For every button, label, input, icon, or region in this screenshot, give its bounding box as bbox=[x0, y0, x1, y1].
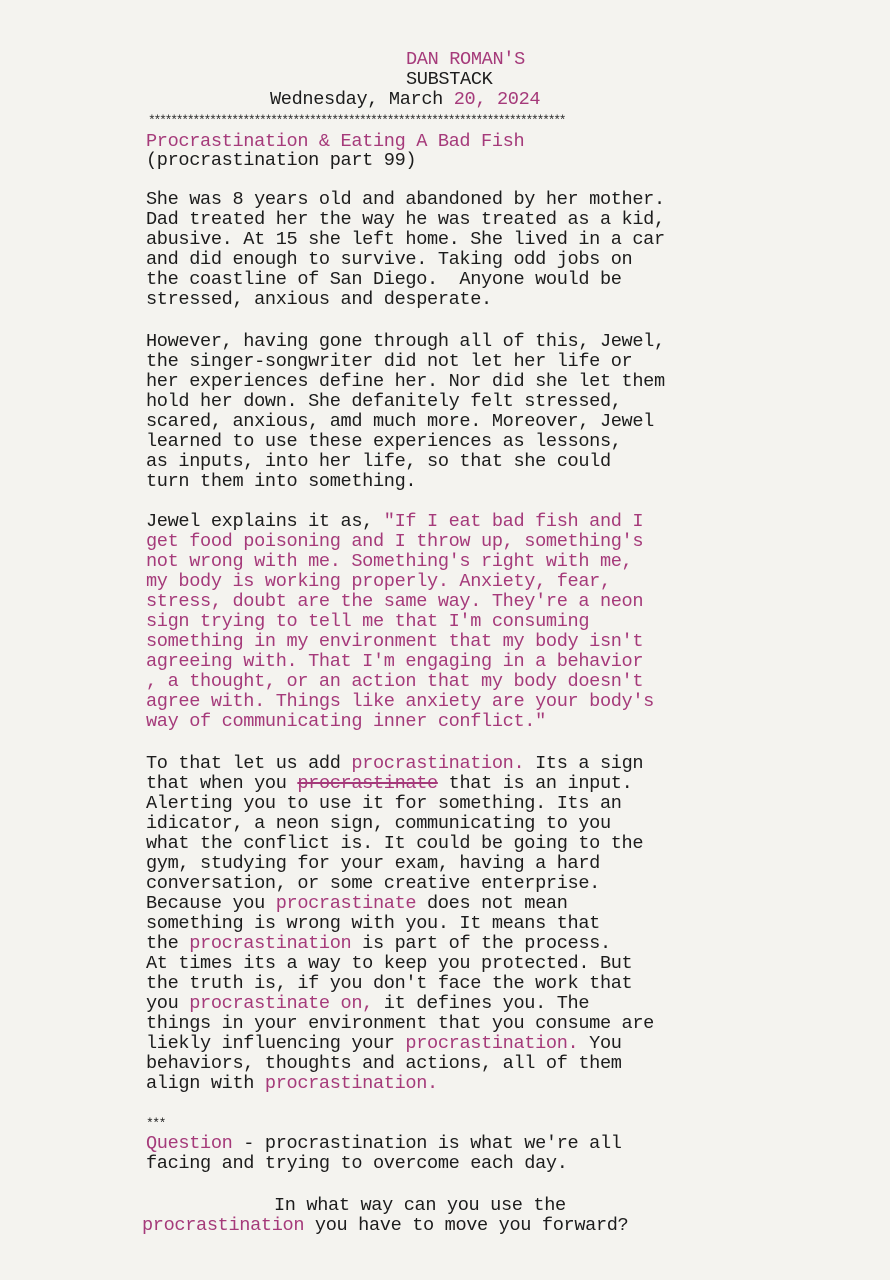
article-title: Procrastination & Eating A Bad Fish bbox=[146, 131, 525, 152]
text-run: liekly influencing your bbox=[146, 1033, 406, 1054]
text-run: the bbox=[146, 933, 190, 954]
header-date bbox=[270, 90, 540, 110]
p4-line: Alerting you to use it for something. Its an bbox=[146, 793, 622, 814]
p4-line: idicator, a neon sign, communicating to you bbox=[146, 813, 611, 834]
p1-line: She was 8 years old and abandoned by her mother. bbox=[146, 189, 665, 210]
p1-line: stressed, anxious and desperate. bbox=[146, 289, 492, 310]
quote-line: sign trying to tell me that I'm consuming bbox=[146, 611, 590, 632]
quote-text: "If I eat bad fish and I bbox=[383, 511, 644, 532]
struck-word: procrastinate bbox=[297, 773, 438, 794]
section-divider: *** bbox=[146, 1116, 165, 1131]
p4-line bbox=[146, 934, 611, 954]
p4-line: At times its a way to keep you protected. But bbox=[146, 953, 633, 974]
text-run: Its a sign bbox=[524, 753, 644, 774]
highlight-run: procrastination. bbox=[264, 1073, 438, 1094]
text-run: you bbox=[146, 993, 190, 1014]
text-run: does not mean bbox=[416, 893, 568, 914]
quote-lead: Jewel explains it as, bbox=[146, 511, 384, 532]
p4-line: what the conflict is. It could be going to the bbox=[146, 833, 644, 854]
p4-line: gym, studying for your exam, having a hard bbox=[146, 853, 600, 874]
p1-line: abusive. At 15 she left home. She lived in a car bbox=[146, 229, 665, 250]
quote-line: agreeing with. That I'm engaging in a behavior bbox=[146, 651, 644, 672]
highlight-run: procrastination bbox=[189, 933, 352, 954]
text-run: that is an input. bbox=[437, 773, 633, 794]
p4-line bbox=[146, 774, 632, 794]
question-label: Question bbox=[146, 1133, 233, 1154]
p4-line bbox=[146, 994, 589, 1014]
date-accent: 20, 2024 bbox=[453, 89, 541, 110]
highlight-run: procrastination bbox=[142, 1215, 305, 1236]
p4-line bbox=[146, 1034, 622, 1054]
quote-line: get food poisoning and I throw up, something's bbox=[146, 531, 644, 552]
quote-line: way of communicating inner conflict." bbox=[146, 711, 546, 732]
p1-line: Dad treated her the way he was treated as a kid, bbox=[146, 209, 665, 230]
p2-line: However, having gone through all of this, Jewel, bbox=[146, 331, 665, 352]
text-run: that when you bbox=[146, 773, 298, 794]
text-run: - procrastination is what we're all bbox=[232, 1133, 622, 1154]
text-run: Because you bbox=[146, 893, 276, 914]
question-line bbox=[142, 1216, 628, 1236]
p4-line: things in your environment that you consume are bbox=[146, 1013, 654, 1034]
text-run: is part of the process. bbox=[351, 933, 611, 954]
quote-line: not wrong with me. Something's right with me, bbox=[146, 551, 633, 572]
p1-line: and did enough to survive. Taking odd jobs on bbox=[146, 249, 633, 270]
p2-line: scared, anxious, amd much more. Moreover, Jewel bbox=[146, 411, 654, 432]
article-subtitle: (procrastination part 99) bbox=[146, 150, 417, 171]
question-line: In what way can you use the bbox=[274, 1195, 566, 1216]
quote-line: stress, doubt are the same way. They're a neon bbox=[146, 591, 644, 612]
p2-line: the singer-songwriter did not let her life or bbox=[146, 351, 633, 372]
highlight-run: procrastination. bbox=[405, 1033, 579, 1054]
text-run: align with bbox=[146, 1073, 265, 1094]
star-separator: *************************************************************************** bbox=[148, 113, 565, 128]
p4-line bbox=[146, 754, 643, 774]
question-line: facing and trying to overcome each day. bbox=[146, 1153, 568, 1174]
p4-line: conversation, or some creative enterprise. bbox=[146, 873, 600, 894]
quote-line: something in my environment that my body isn't bbox=[146, 631, 644, 652]
p4-line: the truth is, if you don't face the work that bbox=[146, 973, 633, 994]
p2-line: hold her down. She defanitely felt stressed, bbox=[146, 391, 622, 412]
quote-line: my body is working properly. Anxiety, fear, bbox=[146, 571, 611, 592]
header-publication: SUBSTACK bbox=[406, 69, 493, 90]
p2-line: learned to use these experiences as lessons, bbox=[146, 431, 622, 452]
text-run: You bbox=[578, 1033, 622, 1054]
quote-line: , a thought, or an action that my body doesn't bbox=[146, 671, 644, 692]
text-run: you have to move you forward? bbox=[304, 1215, 629, 1236]
p2-line: as inputs, into her life, so that she could bbox=[146, 451, 611, 472]
highlight-run: procrastinate on, bbox=[189, 993, 373, 1014]
header-author: DAN ROMAN'S bbox=[406, 49, 525, 70]
date-prefix: Wednesday, March bbox=[270, 89, 454, 110]
quote-first-line bbox=[146, 512, 643, 532]
p4-line: something is wrong with you. It means that bbox=[146, 913, 600, 934]
p4-line bbox=[146, 894, 568, 914]
text-run: To that let us add bbox=[146, 753, 352, 774]
text-run: it defines you. The bbox=[372, 993, 590, 1014]
highlight-run: procrastination. bbox=[351, 753, 525, 774]
highlight-run: procrastinate bbox=[275, 893, 417, 914]
p4-line: behaviors, thoughts and actions, all of them bbox=[146, 1053, 622, 1074]
p2-line: turn them into something. bbox=[146, 471, 417, 492]
p4-line bbox=[146, 1074, 438, 1094]
question-line bbox=[146, 1134, 622, 1154]
p1-line: the coastline of San Diego. Anyone would be bbox=[146, 269, 622, 290]
quote-line: agree with. Things like anxiety are your body's bbox=[146, 691, 654, 712]
p2-line: her experiences define her. Nor did she let them bbox=[146, 371, 665, 392]
